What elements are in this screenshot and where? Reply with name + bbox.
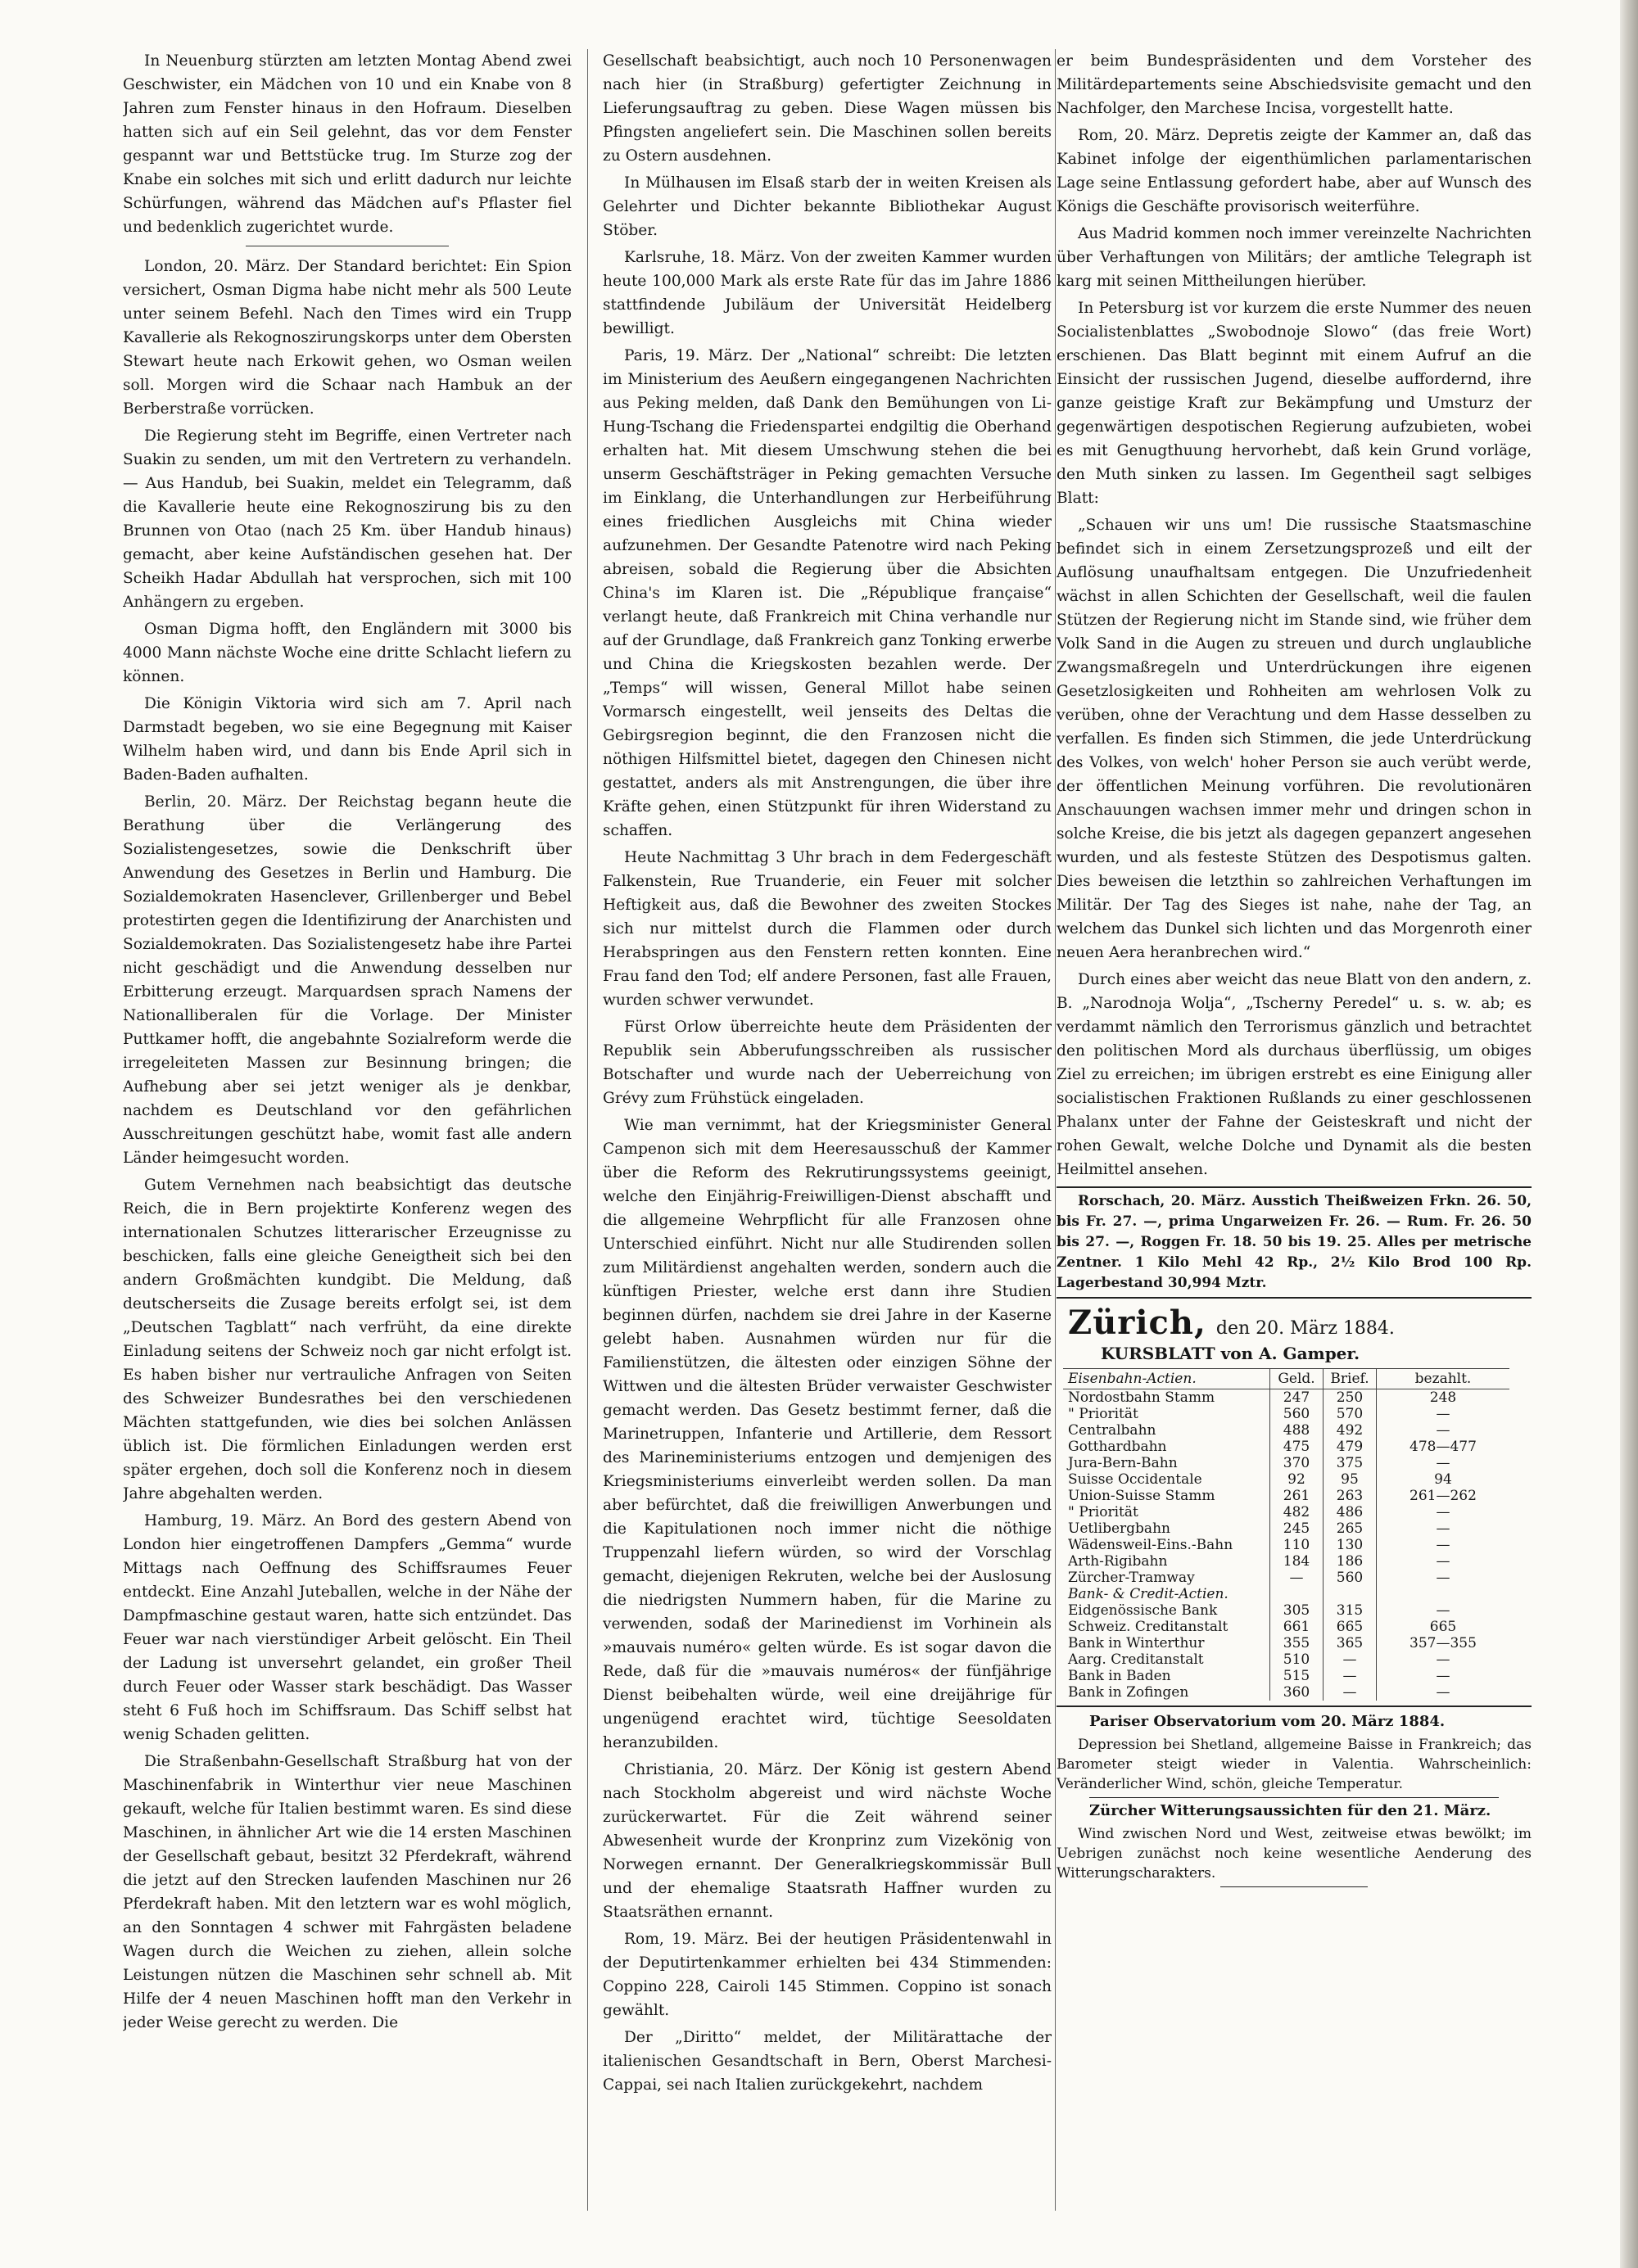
stock-bezahlt: 94 (1377, 1471, 1510, 1488)
stock-bezahlt: — (1377, 1520, 1510, 1537)
kursblatt-date: den 20. März 1884. (1215, 1318, 1395, 1339)
article-muelhausen: In Mülhausen im Elsaß starb der in weiten Kreisen als Gelehrter und Dichter bekannte Bibliothekar August Stöber. (603, 174, 1052, 239)
stock-brief: 560 (1324, 1570, 1377, 1586)
article-berlin: Berlin, 20. März. Der Reichstag begann heute die Berathung über die Verlängerung des Sozialistengesetzes, sowie die Denkschrift über Anwendung des Gesetzes in Berlin und Hamburg. Die Sozialdemokraten Hasenclever, Grillenberger und Bebel protestirten gegen die Identifizirung der Anarchisten und Sozialdemokraten. Das Sozialistengesetz habe ihre Partei nicht geschädigt und die Anwendung desselben nur Erbitterung erzeugt. Marquardsen sprach Namens der Nationalliberalen für die Vorlage. Der Minister Puttkamer hofft, die angebahnte Sozialreform werde die irregeleiteten Massen zur Besinnung bringen; die Aufhebung aber sei jetzt weniger als je denkbar, nachdem es Deutschland vor den gefährlichen Ausschreitungen geschützt habe, womit fast alle andern Länder heimgesucht worden. (123, 793, 572, 1167)
section-rule (1057, 1186, 1532, 1188)
stock-row (1063, 1520, 1509, 1537)
article-london: London, 20. März. Der Standard berichtet: Ein Spion versichert, Osman Digma habe nicht mehr als 500 Leute unter seinem Befehl. Nach den Times wird ein Trupp Kavallerie als Rekognoszirungskorps unter dem Obersten Stewart heute nach Erkowit gehen, wo Osman weilen soll. Morgen wird die Schaar nach Hambuk an der Berberstraße vorrücken. (123, 258, 572, 418)
stock-row (1063, 1488, 1509, 1504)
col-header-geld: Geld. (1270, 1369, 1324, 1389)
stock-row (1063, 1668, 1509, 1684)
article-christiania: Christiania, 20. März. Der König ist gestern Abend nach Stockholm abgereist und wird nächste Woche zurückerwartet. Für die Zeit während seiner Abwesenheit wurde der Kronprinz zum Vizekönig von Norwegen ernannt. Der Generalkriegskommissär Bull und der ehemalige Staatsrath Haffner wurden zu Staatsräthen ernannt. (603, 1761, 1052, 1921)
stock-bezahlt: — (1377, 1602, 1510, 1619)
stock-brief: 186 (1324, 1553, 1377, 1570)
article-suakin: Die Regierung steht im Begriffe, einen Vertreter nach Suakin zu senden, um mit den Vertretern zu verhandeln. — Aus Handub, bei Suakin, meldet ein Telegramm, daß die Kavallerie heute eine Rekognoszirung bis zu den Brunnen von Otao (nach 25 Km. über Handub hinaus) gemacht, aber keine Aufständischen gesehen hat. Der Scheikh Hadar Abdullah hat versprochen, sich mit 100 Anhängern zu ergeben. (123, 427, 572, 611)
article-rom-19: Rom, 19. März. Bei der heutigen Präsidentenwahl in der Deputirtenkammer erhielten bei 434 Stimmenden: Coppino 228, Cairoli 145 Stimmen. Coppino ist sonach gewählt. (603, 1931, 1052, 2019)
stock-brief: 365 (1324, 1635, 1377, 1651)
stock-row (1063, 1504, 1509, 1520)
stock-bezahlt: 357—355 (1377, 1635, 1510, 1651)
stock-brief: — (1324, 1684, 1377, 1701)
stock-geld: 355 (1270, 1635, 1324, 1651)
stock-bezahlt: — (1377, 1684, 1510, 1701)
kursblatt-city: Zürich, (1068, 1303, 1206, 1342)
stock-name: Suisse Occidentale (1063, 1471, 1270, 1488)
stock-bezahlt: 478—477 (1377, 1439, 1510, 1455)
stock-row (1063, 1651, 1509, 1668)
section-rule (1089, 1797, 1499, 1798)
stock-bezahlt: 248 (1377, 1389, 1510, 1407)
col-header-bezahlt: bezahlt. (1377, 1369, 1510, 1389)
forecast-text: Wind zwischen Nord und West, zeitweise etwas bewölkt; im Uebrigen zunächst noch keine wesentliche Aenderung des Witterungscharakters. (1057, 1826, 1532, 1882)
stock-row (1063, 1422, 1509, 1439)
article-queen-victoria: Die Königin Viktoria wird sich am 7. April nach Darmstadt begeben, wo sie eine Begegnung mit Kaiser Wilhelm haben wird, und dann bis Ende April sich in Baden-Baden aufhalten. (123, 695, 572, 784)
stock-name: " Priorität (1063, 1406, 1270, 1422)
stock-brief: 492 (1324, 1422, 1377, 1439)
stock-geld: 110 (1270, 1537, 1324, 1553)
stock-brief: — (1324, 1668, 1377, 1684)
stock-bezahlt: — (1377, 1651, 1510, 1668)
market-report (1057, 1191, 1532, 1294)
article-paris: Paris, 19. März. Der „National“ schreibt: Die letzten im Ministerium des Aeußern eingegangenen Nachrichten aus Peking melden, daß Dank den Bemühungen von Li-Hung-Tschang die Friedenspartei endgiltig die Oberhand erhalten hat. Mit diesem Umschwung stehen die bei unserm Geschäftsträger in Peking gemachten Versuche im Einklang, die Unterhandlungen zur Herbeiführung eines friedlichen Ausgleichs mit China wieder aufzunehmen. Der Gesandte Patenotre wird nach Peking abreisen, sobald die Regierung über die Absichten China's im Klaren ist. Die „République française“ verlangt heute, daß Frankreich mit China verhandle nur auf der Grundlage, daß Frankreich ganz Tonking erwerbe und China die Kriegskosten bezahlen werde. Der „Temps“ will wissen, General Millot habe seinen Vormarsch eingestellt, weil jenseits des Deltas die Gebirgsregion beginnt, die den Franzosen nicht die nöthigen Hilfsmittel bietet, dagegen den Chinesen nicht gestattet, anders als mit Anstrengungen, die über ihre Kräfte gehen, einen Stützpunkt für ihren Widerstand zu schaffen. (603, 347, 1052, 839)
stock-geld: 510 (1270, 1651, 1324, 1668)
stock-name: Arth-Rigibahn (1063, 1553, 1270, 1570)
column-rule (1055, 49, 1056, 2211)
col-header-brief: Brief. (1324, 1369, 1377, 1389)
stock-brief: — (1324, 1651, 1377, 1668)
article-diritto: Der „Diritto“ meldet, der Militärattache der italienischen Gesandtschaft in Bern, Oberst Marchesi-Cappai, sei nach Italien zurückgekehrt, nachdem (603, 2029, 1052, 2094)
left-column (123, 49, 572, 2219)
article-campenon: Wie man vernimmt, hat der Kriegsminister General Campenon sich mit dem Heeresausschuß der Kammer über die Reform des Rekrutirungssystems geeinigt, welche den Einjährig-Freiwilligen-Dienst abschafft und die allgemeine Wehrpflicht für alle Franzosen ohne Unterschied einführt. Nicht nur alle Studirenden sollen zum Militärdienst angehalten werden, sondern auch die künftigen Priester, welche erst dann ihre Studien beginnen dürfen, nachdem sie drei Jahre in der Kaserne gelebt haben. Ausnahmen würden nur für die Familienstützen, die ältesten oder einzigen Söhne der Wittwen und die ältesten Brüder verwaister Geschwister gemacht werden. Das Gesetz bestimmt ferner, daß die Marinetruppen, Infanterie und Artillerie, dem Ressort des Marineministeriums entzogen und demjenigen des Kriegsministeriums einverleibt werden sollen. Da man aber befürchtet, daß die freiwilligen Anwerbungen und die Kapitulationen noch immer nicht die nöthige Truppenzahl liefern würden, so wird der Vorschlag gemacht, diejenigen Rekruten, welche bei der Auslosung die niedrigsten Nummern haben, für die Marine zu verwenden, sodaß der Marinedienst im Vorhinein als »mauvais numéro« gelten würde. Es ist sogar davon die Rede, daß für die »mauvais numéros« der fünfjährige Dienst beibehalten würde, weil eine dreijährige für ungenügend erachtet wird, tüchtige Seesoldaten heranzubilden. (603, 1117, 1052, 1751)
stock-brief: 665 (1324, 1619, 1377, 1635)
stock-name: Bank in Zofingen (1063, 1684, 1270, 1701)
stock-brief: 375 (1324, 1455, 1377, 1471)
stock-name: Bank in Baden (1063, 1668, 1270, 1684)
stock-name: Gotthardbahn (1063, 1439, 1270, 1455)
stock-name: Uetlibergbahn (1063, 1520, 1270, 1537)
stock-geld: 515 (1270, 1668, 1324, 1684)
middle-column (603, 49, 1052, 2219)
stock-bezahlt: — (1377, 1553, 1510, 1570)
stock-name: Union-Suisse Stamm (1063, 1488, 1270, 1504)
right-column (1057, 49, 1532, 2219)
stock-row (1063, 1570, 1509, 1586)
stock-name: Centralbahn (1063, 1422, 1270, 1439)
stock-name: Nordostbahn Stamm (1063, 1389, 1270, 1407)
stock-brief: 263 (1324, 1488, 1377, 1504)
stock-name: " Priorität (1063, 1504, 1270, 1520)
kursblatt-header (1057, 1303, 1532, 1342)
stock-geld: 360 (1270, 1684, 1324, 1701)
stock-brief: 265 (1324, 1520, 1377, 1537)
stock-name: Bank in Winterthur (1063, 1635, 1270, 1651)
article-orlow: Fürst Orlow überreichte heute dem Präsidenten der Republik sein Abberufungsschreiben als russischer Botschafter und wurde nach der Ueberreichung von Grévy zum Frühstück eingeladen. (603, 1019, 1052, 1107)
stock-row (1063, 1684, 1509, 1701)
article-hamburg: Hamburg, 19. März. An Bord des gestern Abend von London hier eingetroffenen Dampfers „Gemma“ wurde Mittags nach Oeffnung des Schiffsraumes Feuer entdeckt. Eine Anzahl Juteballen, welche in der Nähe der Dampfmaschine gestaut waren, hatte sich entzündet. Das Feuer war nach vierstündiger Arbeit gelöscht. Ein Theil der Ladung ist unversehrt gelandet, ein großer Theil durch Feuer oder Wasser stark beschädigt. Das Wasser steht 6 Fuß hoch im Schiffsraum. Das Schiff selbst hat wenig Schaden gelitten. (123, 1512, 572, 1743)
stock-geld: 560 (1270, 1406, 1324, 1422)
newspaper-page (123, 49, 1532, 2219)
stock-name: Schweiz. Creditanstalt (1063, 1619, 1270, 1635)
stock-row (1063, 1389, 1509, 1407)
observatory-text: Depression bei Shetland, allgemeine Baisse in Frankreich; das Barometer steigt wieder in Valentia. Wahrscheinlich: Veränderlicher Wind, schön, gleiche Temperatur. (1057, 1737, 1532, 1792)
stock-brief: 95 (1324, 1471, 1377, 1488)
group-label: Bank- & Credit-Actien. (1063, 1586, 1270, 1602)
page-edge-shadow (1620, 0, 1638, 2268)
section-rule (1220, 1886, 1368, 1887)
article-osman-digma: Osman Digma hofft, den Engländern mit 3000 bis 4000 Mann nächste Woche eine dritte Schlacht liefern zu können. (123, 621, 572, 685)
stock-bezahlt: — (1377, 1537, 1510, 1553)
stock-table-header (1063, 1369, 1509, 1389)
stock-geld: — (1270, 1570, 1324, 1586)
stock-geld: 305 (1270, 1602, 1324, 1619)
stock-brief: 130 (1324, 1537, 1377, 1553)
stock-row (1063, 1471, 1509, 1488)
forecast-title: Zürcher Witterungsaussichten für den 21. März. (1089, 1802, 1491, 1819)
stock-bezahlt: 665 (1377, 1619, 1510, 1635)
stock-row (1063, 1619, 1509, 1635)
kursblatt-subtitle: KURSBLATT von A. Gamper. (1101, 1344, 1360, 1363)
stock-row (1063, 1439, 1509, 1455)
article-petersburg-end: Durch eines aber weicht das neue Blatt von den andern, z. B. „Narodnoja Wolja“, „Tscherny Peredel“ u. s. w. ab; es verdammt nämlich den Terrorismus gänzlich und betrachtet den politischen Mord als durchaus überflüssig, um obiges Ziel zu erreichen; im übrigen erstrebt es eine Einigung aller socialistischen Fraktionen Rußlands zu einer geschlossenen Phalanx unter der Fahne der Geisteskraft und nicht der rohen Gewalt, welche Dolche und Dynamit als die besten Heilmittel ansehen. (1057, 971, 1532, 1178)
forecast-report (1057, 1801, 1532, 1883)
stock-geld: 184 (1270, 1553, 1324, 1570)
article-madrid: Aus Madrid kommen noch immer vereinzelte Nachrichten über Verhaftungen von Militärs; der amtliche Telegraph ist karg mit seinen Mittheilungen hierüber. (1057, 225, 1532, 290)
article-neuenburg: In Neuenburg stürzten am letzten Montag Abend zwei Geschwister, ein Mädchen von 10 und ein Knabe von 8 Jahren zum Fenster hinaus in den Hofraum. Dieselben hatten sich auf ein Seil gelehnt, das vor dem Fenster gespannt war und Bettstücke trug. Im Sturze zog der Knabe ein solches mit sich und erlitt dadurch nur leichte Schürfungen, während das Mädchen auf's Pflaster fiel und bedenklich zugerichtet wurde. (123, 52, 572, 236)
stock-name: Eidgenössische Bank (1063, 1602, 1270, 1619)
stock-row (1063, 1602, 1509, 1619)
observatory-report (1057, 1712, 1532, 1794)
stock-geld: 661 (1270, 1619, 1324, 1635)
section-rule (1057, 1297, 1532, 1299)
stock-geld: 370 (1270, 1455, 1324, 1471)
stock-geld: 482 (1270, 1504, 1324, 1520)
stock-brief: 570 (1324, 1406, 1377, 1422)
stock-bezahlt: — (1377, 1504, 1510, 1520)
stock-row (1063, 1455, 1509, 1471)
stock-bezahlt: — (1377, 1570, 1510, 1586)
stock-geld: 92 (1270, 1471, 1324, 1488)
stock-geld: 247 (1270, 1389, 1324, 1407)
stock-row (1063, 1553, 1509, 1570)
stock-row (1063, 1635, 1509, 1651)
article-rom-20: Rom, 20. März. Depretis zeigte der Kammer an, daß das Kabinet infolge der eigenthümlichen parlamentarischen Lage seine Entlassung gefordert habe, aber auf Wunsch des Königs die Geschäfte provisorisch weiterführe. (1057, 127, 1532, 215)
stock-brief: 486 (1324, 1504, 1377, 1520)
article-karlsruhe: Karlsruhe, 18. März. Von der zweiten Kammer wurden heute 100,000 Mark als erste Rate für das im Jahre 1886 stattfindende Jubiläum der Universität Heidelberg bewilligt. (603, 249, 1052, 337)
article-diritto-cont: er beim Bundespräsidenten und dem Vorsteher des Militärdepartements seine Abschiedsvisite gemacht und den Nachfolger, den Marchese Incisa, vorgestellt hatte. (1057, 52, 1532, 117)
article-strassburg: Die Straßenbahn-Gesellschaft Straßburg hat von der Maschinenfabrik in Winterthur vier neue Maschinen gekauft, welche für Italien bestimmt waren. Es sind diese Maschinen, in ähnlicher Art wie die 14 ersten Maschinen der Gesellschaft gebaut, besitzt 32 Pferdekraft, während die jetzt auf den Strecken laufenden Maschinen nur 26 Pferdekraft haben. Mit den letztern war es wohl möglich, an den Sonntagen 4 schwer mit Fahrgästen beladene Wagen durch die Weichen zu ziehen, allein solche Leistungen nützen die Maschinen sehr schnell ab. Mit Hilfe der 4 neuen Maschinen hofft man den Verkehr in jeder Weise gerecht zu werden. Die (123, 1753, 572, 2031)
article-bern-conference: Gutem Vernehmen nach beabsichtigt das deutsche Reich, die in Bern projektirte Konferenz wegen des internationalen Schutzes litterarischer Erzeugnisse zu beschicken, falls eine gleiche Geneigtheit sich bei den andern Großmächten kundgibt. Die Meldung, daß deutscherseits die Zusage bereits erfolgt sei, ist dem „Deutschen Tagblatt“ nach verfrüht, da eine direkte Einladung seitens der Schweiz noch gar nicht erfolgt ist. Es haben bisher nur vertrauliche Anfragen von Seiten des Schweizer Bundesrathes bei den verschiedenen Mächten stattgefunden, wie dies bei solchen Anlässen üblich ist. Die förmlichen Einladungen werden erst später ergehen, doch soll die Konferenz noch in diesem Jahre abgehalten werden. (123, 1177, 572, 1502)
stock-bezahlt: — (1377, 1406, 1510, 1422)
stock-geld: 261 (1270, 1488, 1324, 1504)
market-rorschach: Rorschach, 20. März. Ausstich Theißweizen Frkn. 26. 50, bis Fr. 27. —, prima Ungarweizen Fr. 26. — Rum. Fr. 26. 50 bis 27. —, Roggen Fr. 18. 50 bis 19. 25. Alles per metrische Zentner. 1 Kilo Mehl 42 Rp., 2½ Kilo Brod 100 Rp. Lagerbestand 30,994 Mztr. (1057, 1193, 1532, 1291)
stock-geld: 245 (1270, 1520, 1324, 1537)
stock-row (1063, 1406, 1509, 1422)
article-strassburg-cont: Gesellschaft beabsichtigt, auch noch 10 Personenwagen nach hier (in Straßburg) gefertigter Zeichnung in Lieferungsauftrag zu geben. Diese Wagen müssen bis Pfingsten angeliefert sein. Die Maschinen sollen bereits zu Ostern ausdehnen. (603, 52, 1052, 165)
group-row (1063, 1586, 1509, 1602)
stock-row (1063, 1537, 1509, 1553)
article-petersburg-quote: „Schauen wir uns um! Die russische Staatsmaschine befindet sich in einem Zersetzungsprozeß und eilt der Auflösung unaufhaltsam entgegen. Die Unzufriedenheit wächst in allen Schichten der Gesellschaft, weil die faulen Stützen der Regierung nicht im Stande sind, wie früher dem Volk Sand in die Augen zu streuen und durch unglaubliche Zwangsmaßregeln und Unterdrückungen ihre eigenen Gesetzlosigkeiten und Rohheiten am wehrlosen Volk zu verüben, ohne der Verachtung und dem Hasse desselben zu verfallen. Es finden sich Stimmen, die jede Unterdrückung des Volkes, von welch' hoher Person sie auch verübt werde, der öffentlichen Meinung vorführen. Die revolutionären Anschauungen wachsen immer mehr und dringen schon in solche Kreise, die bis jetzt als dagegen gepanzert angesehen wurden, und als festeste Stützen des Despotismus galten. Dies beweisen die letzthin so zahlreichen Verhaftungen im Militär. Der Tag des Sieges ist nahe, nahe der Tag, an welchem das Dunkel sich lichten und das Morgenroth einer neuen Aera heranbrechen wird.“ (1057, 517, 1532, 961)
stock-name: Jura-Bern-Bahn (1063, 1455, 1270, 1471)
stock-brief: 250 (1324, 1389, 1377, 1407)
stock-geld: 488 (1270, 1422, 1324, 1439)
stock-name: Zürcher-Tramway (1063, 1570, 1270, 1586)
article-paris-fire: Heute Nachmittag 3 Uhr brach in dem Federgeschäft Falkenstein, Rue Truanderie, ein Feuer mit solcher Heftigkeit aus, daß die Bewohner des zweiten Stockes sich nur mittelst durch die Flammen oder durch Herabspringen aus den Fenstern retten konnten. Eine Frau fand den Tod; elf andere Personen, fast alle Frauen, wurden schwer verwundet. (603, 849, 1052, 1009)
col-header-name: Eisenbahn-Actien. (1063, 1369, 1270, 1389)
stock-brief: 315 (1324, 1602, 1377, 1619)
column-rule (587, 49, 588, 2211)
article-petersburg: In Petersburg ist vor kurzem die erste Nummer des neuen Socialistenblattes „Swobodnoje Slowo“ (das freie Wort) erschienen. Das Blatt beginnt mit einem Aufruf an die Einsicht der russischen Jugend, dieselbe auffordernd, ihre ganze geistige Kraft zur Bekämpfung und Umsturz der gegenwärtigen despotischen Regierung aufzubieten, wobei es mit Genugthuung hervorhebt, daß kein Grund vorläge, den Muth sinken zu lassen. Im Gegentheil sagt selbiges Blatt: (1057, 300, 1532, 507)
stock-name: Wädensweil-Eins.-Bahn (1063, 1537, 1270, 1553)
stock-bezahlt: — (1377, 1422, 1510, 1439)
stock-bezahlt: — (1377, 1668, 1510, 1684)
section-rule (1057, 1706, 1532, 1707)
stock-bezahlt: — (1377, 1455, 1510, 1471)
observatory-title: Pariser Observatorium vom 20. März 1884. (1089, 1713, 1446, 1730)
stock-brief: 479 (1324, 1439, 1377, 1455)
stock-bezahlt: 261—262 (1377, 1488, 1510, 1504)
stock-table (1063, 1368, 1509, 1701)
stock-geld: 475 (1270, 1439, 1324, 1455)
stock-name: Aarg. Creditanstalt (1063, 1651, 1270, 1668)
